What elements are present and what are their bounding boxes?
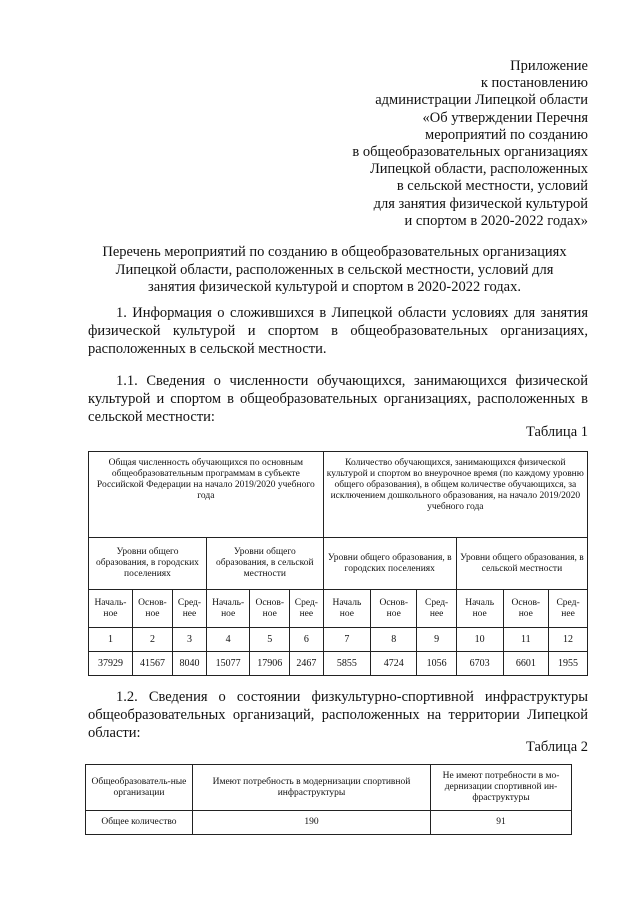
table-1-level-header: Сред-нее	[417, 590, 456, 628]
title-line: занятия физической культурой и спортом в 2020-2022 годах.	[148, 279, 521, 295]
table-1-column-number: 12	[549, 628, 588, 652]
table-1-value: 1955	[549, 652, 588, 676]
table-1-value: 4724	[371, 652, 417, 676]
table-1-group-header: Уровни общего образования, в сельской местности	[456, 538, 587, 590]
table-1-level-header: Основ-ное	[132, 590, 172, 628]
table-1-value: 6703	[456, 652, 503, 676]
table-1-level-header: Сред-нее	[172, 590, 206, 628]
table-1-column-number: 4	[206, 628, 249, 652]
table-1-value: 2467	[290, 652, 324, 676]
table-2-header: Не имеют потребности в мо-дернизации спортивной ин-фраструктуры	[431, 765, 572, 811]
table-1-column-number: 5	[250, 628, 290, 652]
table-2-value: 91	[431, 811, 572, 835]
table-1-header-total: Общая численность обучающихся по основным общеобразовательным программам в субъекте Российской Федерации на начало 2019/2020 учебного года	[89, 452, 324, 538]
table-1-level-header: Началь ное	[456, 590, 503, 628]
table-1-level-header: Основ-ное	[250, 590, 290, 628]
table-1-level-header: Началь ное	[323, 590, 370, 628]
table-1-value: 8040	[172, 652, 206, 676]
title-line: Липецкой области, расположенных в сельской местности, условий для	[115, 261, 554, 278]
appendix-line: «Об утверждении Перечня	[422, 109, 588, 126]
appendix-line: администрации Липецкой области	[375, 92, 588, 109]
table-2-header: Общеобразователь-ные организации	[86, 765, 193, 811]
table-1-value: 41567	[132, 652, 172, 676]
table-1-column-number: 2	[132, 628, 172, 652]
appendix-line: к постановлению	[480, 75, 588, 92]
table-2-label: Таблица 2	[525, 739, 588, 755]
appendix-line: и спортом в 2020-2022 годах»	[404, 212, 588, 229]
table-1-level-header: Началь-ное	[89, 590, 133, 628]
table-2	[85, 764, 572, 835]
table-1-column-number: 3	[172, 628, 206, 652]
table-1-value: 15077	[206, 652, 249, 676]
table-1-value: 17906	[250, 652, 290, 676]
table-1-group-header: Уровни общего образования, в городских поселениях	[323, 538, 456, 590]
table-1	[88, 451, 588, 676]
table-1-column-number: 9	[417, 628, 456, 652]
title-line: Перечень мероприятий по созданию в общеобразовательных организациях	[102, 244, 567, 260]
table-1-column-number: 1	[89, 628, 133, 652]
table-2-header: Имеют потребность в модернизации спортивной инфраструктуры	[192, 765, 430, 811]
table-1-header-sport: Количество обучающихся, занимающихся физической культурой и спортом во внеурочное время (по каждому уровню общего образования), в общем количестве обучающихся, за исключением дошкольного образования, на начало 2019/2020 учебного года	[323, 452, 587, 538]
table-1-value: 37929	[89, 652, 133, 676]
table-1-level-header: Сред-нее	[290, 590, 324, 628]
table-2-value: 190	[192, 811, 430, 835]
table-2-row-label: Общее количество	[86, 811, 193, 835]
appendix-line: Липецкой области, расположенных	[369, 161, 588, 178]
table-1-label: Таблица 1	[525, 424, 588, 440]
appendix-line: Приложение	[510, 58, 588, 74]
section-1-1-paragraph: 1.1. Сведения о численности обучающихся, занимающихся физической культурой и спортом в общеобразовательных организациях, расположенных в сельской местности:	[88, 373, 588, 425]
table-1-value: 1056	[417, 652, 456, 676]
document-title	[62, 244, 607, 297]
appendix-line: для занятия физической культурой	[373, 195, 588, 212]
table-1-value: 5855	[323, 652, 370, 676]
table-1-column-number: 10	[456, 628, 503, 652]
table-1-value: 6601	[503, 652, 549, 676]
section-1-paragraph: 1. Информация о сложившихся в Липецкой области условиях для занятия физической культурой и спортом в общеобразовательных организациях, расположенных в сельской местности.	[88, 305, 588, 357]
table-1-level-header: Основ-ное	[371, 590, 417, 628]
table-1-column-number: 6	[290, 628, 324, 652]
table-1-level-header: Сред-нее	[549, 590, 588, 628]
table-1-column-number: 7	[323, 628, 370, 652]
appendix-line: в общеобразовательных организациях	[352, 144, 588, 161]
appendix-line: мероприятий по созданию	[425, 126, 588, 143]
section-1-2-paragraph: 1.2. Сведения о состоянии физкультурно-спортивной инфраструктуры общеобразовательных организаций, расположенных на территории Липецкой области:	[88, 689, 588, 741]
table-1-column-number: 11	[503, 628, 549, 652]
appendix-line: в сельской местности, условий	[396, 178, 588, 195]
table-1-level-header: Началь-ное	[206, 590, 249, 628]
table-1-level-header: Основ-ное	[503, 590, 549, 628]
table-1-group-header: Уровни общего образования, в сельской местности	[206, 538, 323, 590]
appendix-header	[288, 58, 588, 230]
table-1-column-number: 8	[371, 628, 417, 652]
table-1-group-header: Уровни общего образования, в городских поселениях	[89, 538, 207, 590]
